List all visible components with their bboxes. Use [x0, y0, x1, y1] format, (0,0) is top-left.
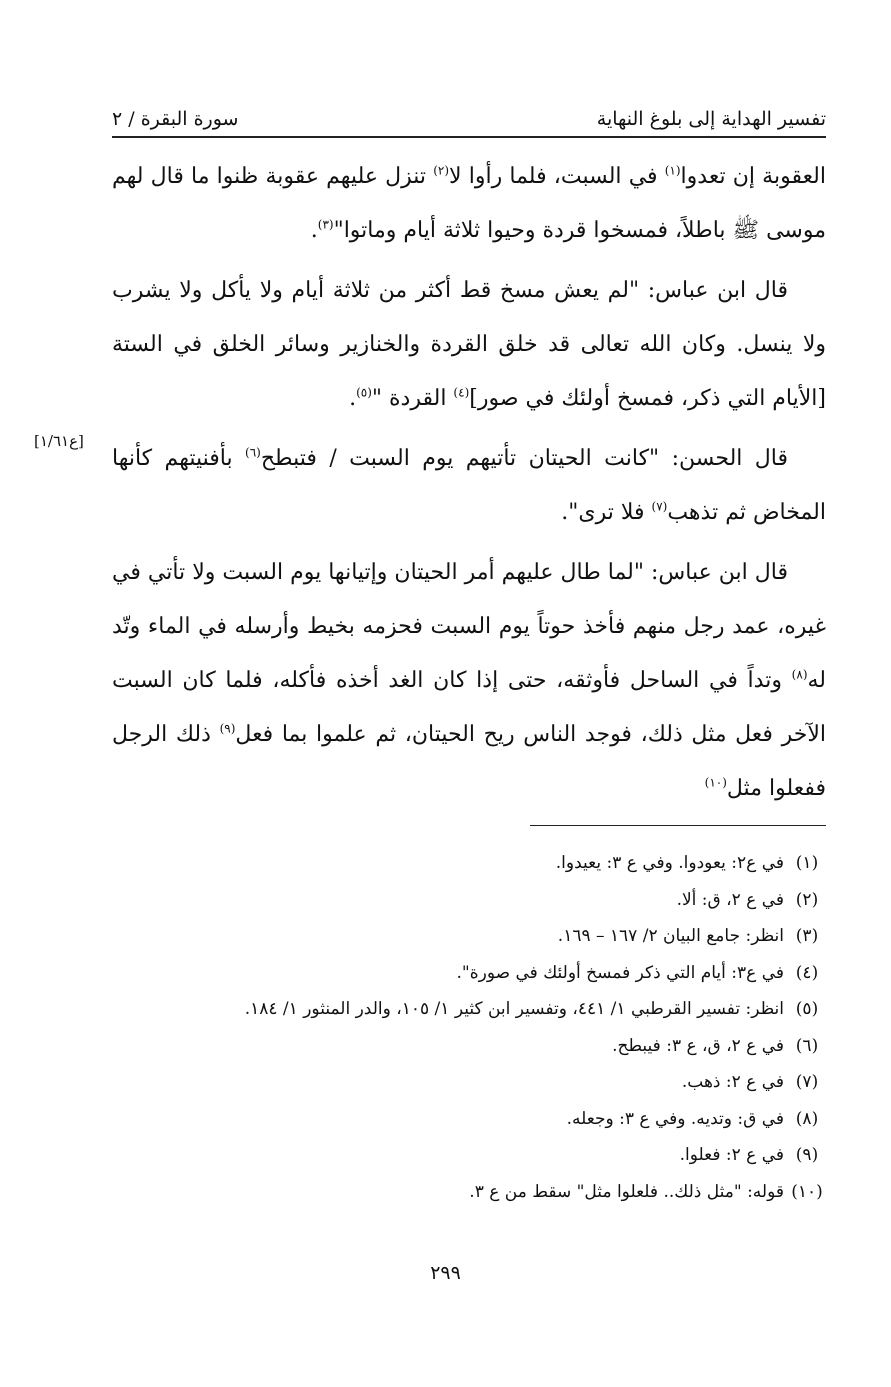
paragraph: قال الحسن: "كانت الحيتان تأتيهم يوم السبت / فتبطح$^{(٦)}$ بأفنيتهم كأنها المخاض ثم تذهب$^{(٧)}$ فلا ترى". — [112, 445, 826, 525]
footnote-number: (١٠) — [791, 1181, 823, 1202]
surah-name: سورة البقرة / ٢ — [112, 108, 239, 130]
footnote — [112, 845, 830, 882]
footnote-ref[interactable]: (٧) — [651, 499, 668, 514]
footnote-text: قوله: "مثل ذلك.. فلعلوا مثل" سقط من ع ٣. — [469, 1181, 784, 1202]
manuscript-margin-note: [ع١/٦١] — [34, 432, 84, 450]
footnote — [112, 1174, 830, 1211]
footnote-text: انظر: تفسير القرطبي ١/ ٤٤١، وتفسير ابن كثير ١/ ١٠٥، والدر المنثور ١/ ١٨٤. — [244, 999, 784, 1020]
footnote — [112, 955, 830, 992]
footnote-number: (٩) — [795, 1145, 819, 1166]
footnote-number: (٥) — [795, 999, 819, 1020]
paragraph: قال ابن عباس: "لم يعش مسخ قط أكثر من ثلاثة أيام ولا يأكل ولا يشرب ولا ينسل. وكان الله تعالى قد خلق القردة والخنازير وسائر الخلق في الستة [الأيام التي ذكر، فمسخ أولئك في صور]$^{(٤)}$ القردة "$^{(٥)}$. — [112, 278, 826, 411]
footnote-number: (٢) — [795, 889, 819, 910]
book-title: تفسير الهداية إلى بلوغ النهاية — [596, 108, 826, 130]
paragraph: قال ابن عباس: "لما طال عليهم أمر الحيتان وإتيانها يوم السبت ولا تأتي في غيره، عمد رجل منهم فأخذ حوتاً يوم السبت فحزمه بخيط وأرسله في الماء وتّد له$^{(٨)}$ وتداً في الساحل فأوثقه، حتى إذا كان الغد أخذه فأكله، فلما كان السبت الآخر فعل مثل ذلك، فوجد الناس ريح الحيتان، ثم علموا بما فعل$^{(٩)}$ ذلك الرجل ففعلوا مثل$^{(١٠)}$ — [112, 560, 826, 801]
main-text — [112, 150, 826, 822]
page-number: ٢٩٩ — [430, 1262, 461, 1284]
footnote — [112, 1101, 830, 1138]
footnote-ref[interactable]: (١) — [664, 163, 681, 178]
footnote-ref[interactable]: (٤) — [453, 385, 470, 400]
footnote-number: (١) — [795, 853, 819, 874]
footnote — [112, 1028, 830, 1065]
footnote-text: في ع ٢، ق: ألا. — [676, 889, 784, 910]
footnotes — [112, 845, 830, 1210]
footnote — [112, 882, 830, 919]
footnote-separator — [530, 825, 826, 826]
footnote — [112, 1064, 830, 1101]
footnote-ref[interactable]: (٩) — [219, 721, 236, 736]
footnote-ref[interactable]: (٢) — [433, 163, 450, 178]
footnote-text: انظر: جامع البيان ٢/ ١٦٧ – ١٦٩. — [557, 926, 784, 947]
footnote-text: في ع ٢: فعلوا. — [679, 1145, 784, 1166]
footnote-number: (٨) — [795, 1108, 819, 1129]
footnote — [112, 1137, 830, 1174]
footnote-ref[interactable]: (٥) — [356, 385, 372, 400]
footnote-ref[interactable]: (٦) — [245, 445, 261, 460]
footnote-number: (٤) — [795, 962, 819, 983]
footnote-text: في ع٢: يعودوا. وفي ع ٣: يعيدوا. — [555, 853, 784, 874]
footnote-number: (٣) — [795, 926, 819, 947]
footnote-number: (٦) — [795, 1035, 819, 1056]
paragraph: العقوبة إن تعدوا$^{(١)}$ في السبت، فلما رأوا لا$^{(٢)}$ تنزل عليهم عقوبة ظنوا ما قال لهم موسى ﷺ باطلاً، فمسخوا قردة وحيوا ثلاثة أيام وماتوا"$^{(٣)}$. — [112, 163, 827, 243]
footnote-ref[interactable]: (٨) — [791, 667, 808, 682]
running-header — [112, 96, 826, 138]
footnote-text: في ع ٢، ق، ع ٣: فيبطح. — [612, 1035, 784, 1056]
footnote-number: (٧) — [795, 1072, 819, 1093]
footnote-text: في ع٣: أيام التي ذكر فمسخ أولئك في صورة". — [456, 962, 784, 983]
footnote-text: في ع ٢: ذهب. — [681, 1072, 784, 1093]
footnote-ref[interactable]: (١٠) — [704, 775, 727, 790]
footnote-text: في ق: وتديه. وفي ع ٣: وجعله. — [566, 1108, 784, 1129]
footnote — [112, 918, 830, 955]
footnote-ref[interactable]: (٣) — [317, 217, 334, 232]
footnote — [112, 991, 830, 1028]
